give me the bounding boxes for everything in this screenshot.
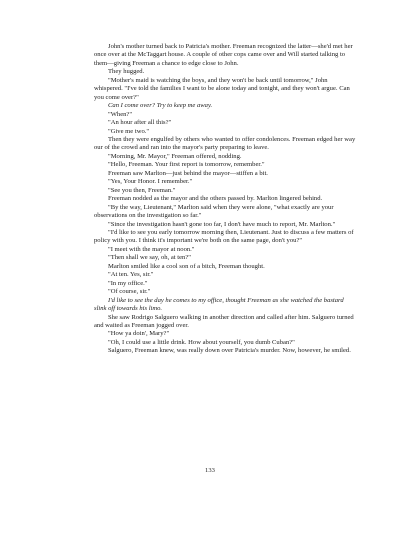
paragraph: "Then shall we say, oh, at ten?" (108, 254, 191, 262)
paragraph: "Of course, sir." (108, 288, 151, 296)
paragraph: "In my office." (108, 279, 148, 287)
body-text (94, 43, 356, 356)
paragraph: Salguero, Freeman knew, was really down over Patricia's murder. Now, however, he smiled. (108, 347, 351, 355)
paragraph: "Since the investigation hasn't gone too far, I don't have much to report, Mr. Marlton." (108, 220, 336, 228)
paragraph: "Hello, Freeman. Your first report is tomorrow, remember." (108, 161, 265, 169)
paragraph: "Give me two." (108, 127, 150, 135)
paragraph: "Oh, I could use a little drink. How about yourself, you dumb Cuban?" (108, 338, 295, 346)
paragraph: John's mother turned back to Patricia's mother. Freeman recognized the latter—she'd met her once over at the McTaggart house. A couple of other cops came over and Will started talking to them—giving Freeman a chance to edge close to John. (94, 43, 353, 67)
paragraph: Then they were engulfed by others who wanted to offer condolences. Freeman edged her way our of the crowd and ran into the mayor's party preparing to leave. (94, 135, 356, 152)
paragraph: They hugged. (108, 68, 145, 76)
paragraph: "An hour after all this?" (108, 119, 172, 127)
paragraph: "When?" (108, 110, 133, 118)
paragraph: "See you then, Freeman." (108, 186, 176, 194)
paragraph: "By the way, Lieutenant," Marlton said when they were alone, "what exactly are your observations on the investigation so far." (94, 203, 334, 220)
paragraph: I'd like to see the day he comes to my office, thought Freeman as she watched the bastard slink off towards his limo. (94, 296, 344, 313)
paragraph: "Mother's maid is watching the boys, and they won't be back until tomorrow," John whispered. "I've told the families I want to be alone today and tonight, and they won't argue. Can you come over?" (94, 76, 350, 101)
paragraph: "How ya doin', Mary?" (108, 330, 170, 338)
paragraph: "At ten. Yes, sir." (108, 271, 154, 279)
paragraph: "I meet with the mayor at noon." (108, 245, 195, 253)
paragraph: She saw Rodrigo Salguero walking in another direction and called after him. Salguero turned and waited as Freeman jogged over. (94, 313, 354, 329)
paragraph: Freeman saw Marlton—just behind the mayor—stiffen a bit. (108, 169, 268, 177)
paragraph: "I'd like to see you early tomorrow morning then, Lieutenant. Just to discuss a few matters of policy with you. I think it's important we're both on the same page, don't you?" (94, 228, 354, 245)
paragraph: Marlton smiled like a cool son of a bitch, Freeman thought. (108, 262, 265, 270)
paragraph: Can I come over? Try to keep me away. (108, 102, 213, 110)
paragraph: Freeman nodded as the mayor and the others passed by. Marlton lingered behind. (108, 195, 323, 203)
paragraph: "Yes, Your Honor. I remember." (108, 178, 193, 186)
paragraph: "Morning, Mr. Mayor," Freeman offered, nodding. (108, 152, 242, 160)
page-number: 133 (205, 467, 215, 474)
